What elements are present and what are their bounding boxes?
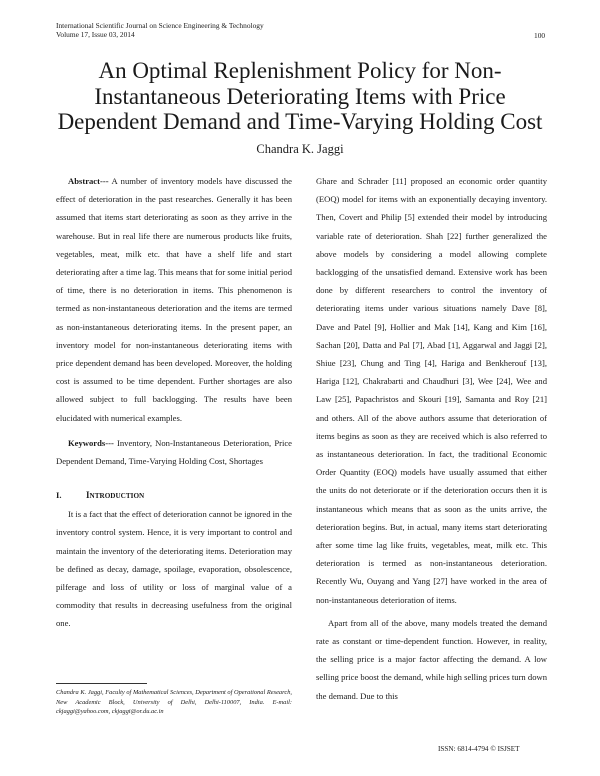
author-name: Chandra K. Jaggi <box>256 142 344 156</box>
journal-name: International Scientific Journal on Science Engineering & Technology <box>56 21 264 30</box>
keywords <box>56 434 292 470</box>
section-heading-introduction <box>56 486 292 505</box>
keywords-text: Inventory, Non-Instantaneous Deterioration, Price Dependent Demand, Time-Varying Holding Cost, Shortages <box>56 437 292 467</box>
title-line-2: Instantaneous Deteriorating Items with Price <box>94 83 506 109</box>
left-column <box>56 172 292 633</box>
right-column <box>316 172 547 705</box>
journal-volume: Volume 17, Issue 03, 2014 <box>56 30 135 39</box>
journal-header <box>56 21 264 39</box>
paper-title <box>40 58 560 135</box>
abstract-label: Abstract--- <box>68 176 109 186</box>
page-number: 100 <box>534 31 546 40</box>
title-line-1: An Optimal Replenishment Policy for Non- <box>98 58 502 83</box>
right-paragraph-2: Apart from all of the above, many models treated the demand rate as constant or time-dependent function. However, in reality, the selling price is a major factor affecting the demand. A low selling price boost the demand, while high selling prices turn down the demand. Due to this <box>316 617 547 701</box>
section-heading-rest: NTRODUCTION <box>89 492 145 501</box>
author-footnote: Chandra K. Jaggi, Faculty of Mathematical Sciences, Department of Operational Research, New Academic Block, University of Delhi, Delhi-110007, India. E-mail: ckjaggi@yahoo.com, ckjaggi@or.du.ac.in <box>56 689 292 715</box>
keywords-label: Keywords--- <box>68 437 114 448</box>
abstract <box>56 172 292 427</box>
introduction-paragraph: It is a fact that the effect of deterioration cannot be ignored in the inventory control system. Hence, it is very important to control and maintain the inventory of the deteriorating items. Deterioration may be defined as decay, damage, spoilage, evaporation, obsolescence, pilferage and loss of utility or loss of marginal value of a commodity that results in decreasing usefulness from the original one. <box>56 509 292 629</box>
title-line-3: Dependent Demand and Time-Varying Holding Cost <box>57 109 543 134</box>
section-heading-initial: I <box>86 490 90 501</box>
section-number: I. <box>56 490 62 501</box>
footnote-rule <box>56 683 147 684</box>
issn-footer: ISSN: 6814-4794 © ISJSET <box>438 745 520 753</box>
right-paragraph-1: Ghare and Schrader [11] proposed an economic order quantity (EOQ) model for items with an exponentially decaying inventory. Then, Covert and Philip [5] extended their model by introducing variable rate of deterioration. Shah [22] further generalized the above models by considering a model allowing complete backlogging of the unsatisfied demand. Extensive work has been done by different researchers to control the inventory of deteriorating items under various situations namely Dave [8], Dave and Patel [9], Hollier and Mak [14], Kang and Kim [16], Sachan [20], Datta and Pal [7], Abad [1], Aggarwal and Jaggi [2], Shiue [23], Chung and Ting [4], Hariga and Benkherouf [13], Hariga [12], Chakrabarti and Chaudhuri [3], Wee [24], Wee and Law [25], Papachristos and Skouri [19], Samanta and Roy [21] and others. All of the above authors assume that deterioration of items begins as soon as they are received which is also referred to as instantaneous deterioration. In fact, the traditional Economic Order Quantity (EOQ) models have usually assumed that either the units do not deteriorate or if the deterioration occurs then it is instantaneous which means that as soon as the units arrive, the deterioration begins. But, in actual, many items start deteriorating after some time lag like fruits, vegetables, meat, milk etc. This deterioration is termed as non-instantaneous deterioration. Recently Wu, Ouyang and Yang [27] have worked in the area of non-instantaneous deterioration of items. <box>316 176 547 605</box>
abstract-text: A number of inventory models have discussed the effect of deterioration in the past researches. Generally it has been assumed that items start deteriorating as soon as they arrive in the warehouse. But in real life there are numerous products like fruits, vegetables, meat, milk etc. that have a shelf life and start deteriorating after a time lag. This means that for some initial period of time, there is no deterioration in items. This phenomenon is termed as non-instantaneous deterioration and the items are termed as non-instantaneous deteriorating items. In the present paper, an inventory model for non-instantaneous deteriorating items with price dependent demand has been developed. Moreover, the holding cost is assumed to be time dependent. Further shortages are also allowed subject to full backlogging. The results have been elucidated with numerical examples. <box>56 176 292 423</box>
